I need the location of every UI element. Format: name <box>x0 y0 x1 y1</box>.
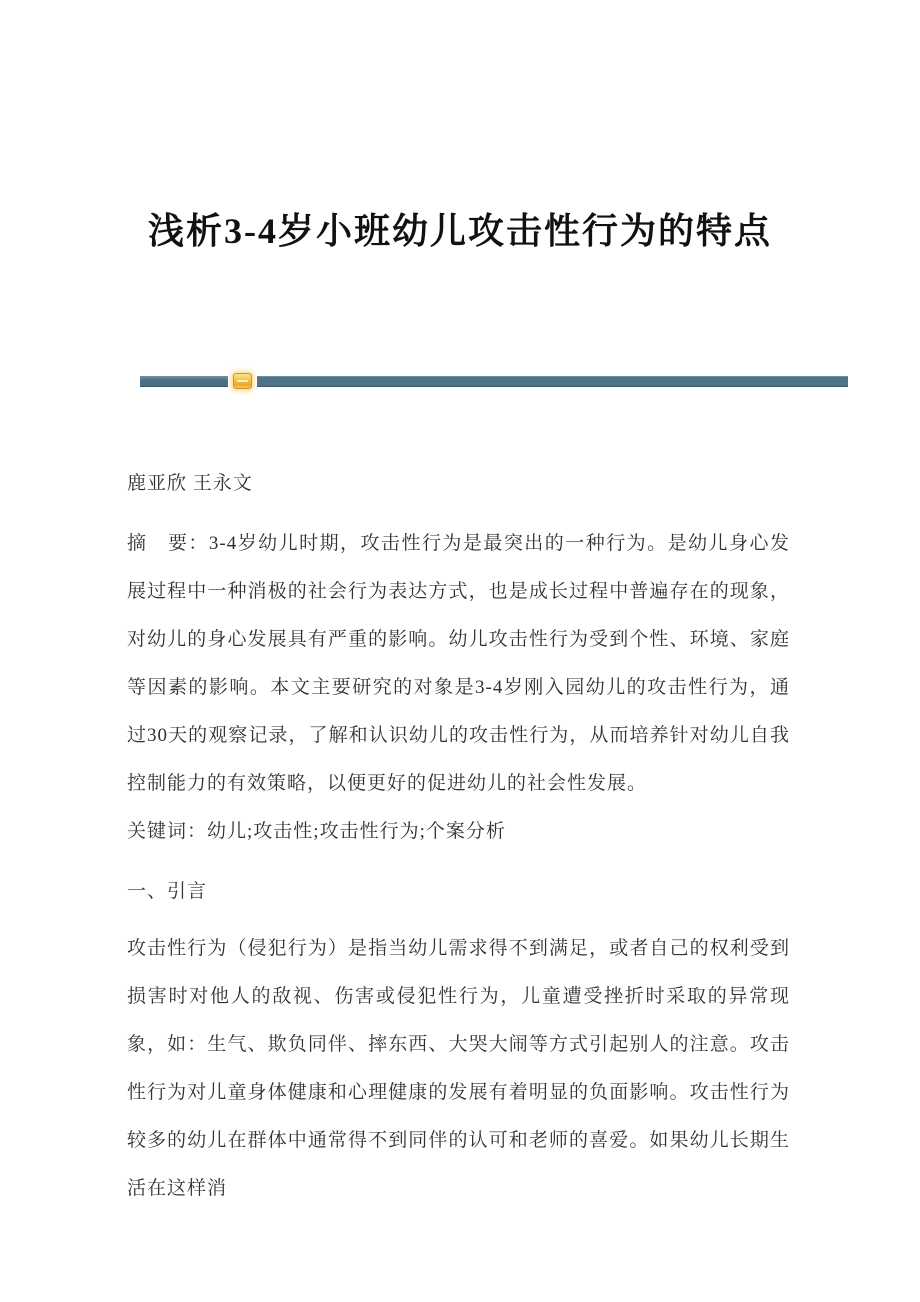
divider-bar-right <box>257 376 848 387</box>
abstract-paragraph <box>127 520 790 808</box>
introduction-paragraph: 攻击性行为（侵犯行为）是指当幼儿需求得不到满足，或者自己的权利受到损害时对他人的敌视、伤害或侵犯性行为，儿童遭受挫折时采取的异常现象，如：生气、欺负同伴、摔东西、大哭大闹等方式引起别人的注意。攻击性行为对儿童身体健康和心理健康的发展有着明显的负面影响。攻击性行为较多的幼儿在群体中通常得不到同伴的认可和老师的喜爱。如果幼儿长期生活在这样消 <box>127 938 790 1199</box>
page-title: 浅析3-4岁小班幼儿攻击性行为的特点 <box>148 211 772 251</box>
gold-marker-icon <box>233 373 252 389</box>
keywords-label: 关键词： <box>127 821 208 842</box>
document-body <box>127 460 790 1213</box>
section-heading-introduction: 一、引言 <box>127 881 208 902</box>
title-divider <box>140 375 848 387</box>
abstract-text: 3-4岁幼儿时期，攻击性行为是最突出的一种行为。是幼儿身心发展过程中一种消极的社会行为表达方式，也是成长过程中普遍存在的现象，对幼儿的身心发展具有严重的影响。幼儿攻击性行为受到个性、环境、家庭等因素的影响。本文主要研究的对象是3-4岁刚入园幼儿的攻击性行为，通过30天的观察记录，了解和认识幼儿的攻击性行为，从而培养针对幼儿自我控制能力的有效策略，以便更好的促进幼儿的社会性发展。 <box>127 533 790 794</box>
authors-line: 鹿亚欣 王永文 <box>127 473 253 494</box>
divider-bar-left <box>140 376 228 387</box>
keywords-text: 幼儿;攻击性;攻击性行为;个案分析 <box>207 821 506 842</box>
abstract-label: 摘 要： <box>127 533 209 554</box>
keywords-line <box>127 808 790 856</box>
